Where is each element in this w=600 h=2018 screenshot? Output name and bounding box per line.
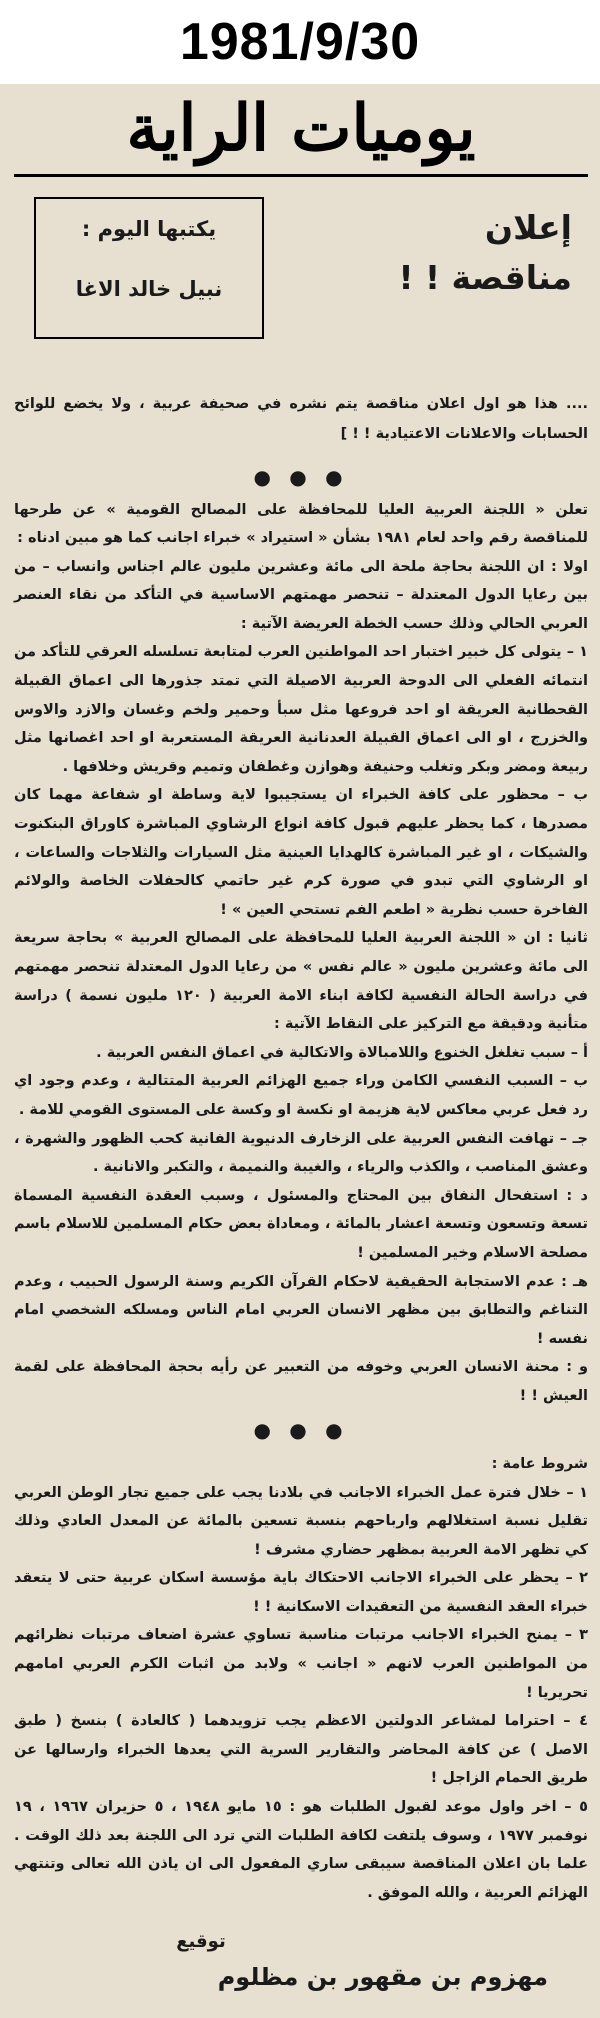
section-separator: ● ● ● [253, 464, 349, 489]
clipping-content [0, 84, 600, 1997]
body-paragraph: و : محنة الانسان العربي وخوفه من التعبير عن رأيه بحجة المحافظة على لقمة العيش ! ! [14, 1359, 588, 1404]
condition-paragraph: ٤ – احتراما لمشاعر الدولتين الاعظم يجب تزويدهما ( كالعادة ) بنسخ ( طبق الاصل ) عن كافة المحاضر والتقارير السرية التي يعدها الخبراء وارسالها عن طريق الحمام الزاجل ! [14, 1713, 588, 1787]
ad-title-line1: إعلان [484, 208, 572, 247]
date-stamp: 1981/9/30 [179, 13, 421, 71]
body-paragraph: ثانيا : ان « اللجنة العربية العليا للمحافظة على المصالح العربية » بحاجة سريعة الى مائة وعشرين مليون « عالم نفس » من رعايا الدول المعتدلة تنحصر مهمتهم في دراسة الحالة النفسية لكافة ابناء الامة العربية ( ١٢٠ مليون نسمة ) دراسة متأنية ودقيقة مع التركيز على النقاط الآتية : [14, 930, 588, 1033]
body-paragraph: اولا : ان اللجنة بحاجة ملحة الى مائة وعشرين مليون عالم اجناس وانساب – من بين رعايا الدول المعتدلة – تنحصر مهمتهم الاساسية في التأكد من نقاء العنصر العربي الحالي وذلك حسب الخطة العريضة الآتية : [14, 558, 588, 632]
condition-paragraph: ١ – خلال فترة عمل الخبراء الاجانب في بلادنا يجب على جميع تجار الوطن العربي تقليل نسبة استغلالهم وارباحهم بنسبة تسعين بالمائة عن المعدل العادي وذلك كي تظهر الامة العربية بمظهر حضاري مشرف ! [14, 1484, 588, 1558]
byline-label: يكتبها اليوم : [81, 217, 217, 241]
body-paragraph: هـ : عدم الاستجابة الحقيقية لاحكام القرآن الكريم وسنة الرسول الحبيب ، وعدم التناغم والتطابق بين مظهر الانسان العربي امام الناس ومسلكه الشخصي امام نفسه ! [14, 1273, 588, 1347]
date-stamp-band [0, 0, 600, 84]
body-part-2 [14, 1479, 588, 1908]
body-paragraph: جـ – تهافت النفس العربية على الزخارف الدنيوية الفانية كحب الظهور والشهرة ، وعشق المناصب ، والكذب والرياء ، والغيبة والنميمة ، والتكبر والانانية . [14, 1130, 588, 1176]
column-masthead: يوميات الراية [14, 84, 588, 177]
byline-author: نبيل خالد الاغا [75, 277, 223, 301]
article-header [14, 195, 588, 345]
section-separator: ● ● ● [253, 1417, 349, 1442]
body-paragraph: ب – السبب النفسي الكامن وراء جميع الهزائم العربية المتتالية ، وعدم وجود اي رد فعل عربي معاكس لاية هزيمة او نكسة او وكسة على المستوى القومي للامة . [14, 1073, 588, 1118]
condition-paragraph: ٥ – اخر واول موعد لقبول الطلبات هو : ١٥ مايو ١٩٤٨ ، ٥ حزيران ١٩٦٧ ، ١٩ نوفمبر ١٩٧٧ ، وسوف يلتفت لكافة الطلبات التي ترد الى اللجنة بعد ذلك الوقت . علما بان اعلان المناقصة سيبقى ساري المفعول الى ان ياذن الله تعالى وتنتهي الهزائم العربية ، والله الموفق . [14, 1799, 588, 1901]
conditions-heading: شروط عامة : [491, 1455, 588, 1472]
byline-box [34, 197, 264, 339]
condition-paragraph: ٣ – يمنح الخبراء الاجانب مرتبات مناسبة تساوي عشرة اضعاف مرتبات نظرائهم من المواطنين العرب لانهم « اجانب » ولابد من اثبات الكرم العربي امامهم تحريريا ! [14, 1627, 588, 1701]
signature-name: مهزوم بن مقهور بن مظلوم [217, 1963, 548, 1992]
ad-title [398, 203, 588, 303]
body-paragraph: د : استفحال النفاق بين المحتاج والمسئول ، وسبب العقدة النفسية المسماة تسعة وتسعون وتسعة اعشار بالمائة ، ومعاداة بعض حكام المسلمين للاسلام باسم مصلحة الاسلام وخير المسلمين ! [14, 1187, 588, 1261]
body-paragraph: ١ – يتولى كل خبير اختبار احد المواطنين العرب لمتابعة تسلسله العرقي للتأكد من انتمائه الفعلي الى الدوحة العربية الاصيلة التي تمتد جذورها الى اعماق القبيلة القحطانية العريقة او احد فروعها مثل سبأ وحمير ولخم وغسان والازد والاوس والخزرج ، او الى اعماق القبيلة العدنانية العريقة المستعربة او احد اغصانها مثل ربيعة ومضر وبكر وتغلب وحنيفة وهوازن وغطفان وتميم وقريش وخلافها . [14, 644, 588, 775]
body-part-1 [14, 496, 588, 1411]
condition-paragraph: ٢ – يحظر على الخبراء الاجانب الاحتكاك باية مؤسسة اسكان عربية حتى لا يتعقد خبراء العقد النفسية من التعقيدات الاسكانية ! ! [14, 1570, 588, 1615]
newspaper-clipping [0, 84, 600, 2018]
intro-paragraph: .... هذا هو اول اعلان مناقصة يتم نشره في صحيفة عربية ، ولا يخضع للوائح الحسابات والاعلانات الاعتيادية ! ! ] [14, 396, 588, 442]
ad-title-line2: مناقصة ! ! [398, 258, 572, 297]
body-paragraph: أ – سبب تغلغل الخنوع واللامبالاة والاتكالية في اعماق النفس العربية . [96, 1044, 588, 1061]
body-paragraph: ب – محظور على كافة الخبراء ان يستجيبوا لاية وساطة او شفاعة مهما كان مصدرها ، كما يحظر عليهم قبول كافة انواع الرشاوي المباشرة كاوراق البنكنوت والشيكات ، او غير المباشرة كالهدايا العينية مثل السيارات والثلاجات والساعات ، او الرشاوي التي تبدو في صورة كرم غير حاتمي كالحفلات الخاصة والولائم الفاخرة حسب نظرية « اطعم الفم تستحي العين » ! [14, 787, 588, 918]
signature-label: توقيع [176, 1931, 226, 1953]
body-paragraph: تعلن « اللجنة العربية العليا للمحافظة على المصالح القومية » عن طرحها للمناقصة رقم واحد لعام ١٩٨١ بشأن « استيراد » خبراء اجانب كما هو مبين ادناه : [14, 501, 588, 547]
